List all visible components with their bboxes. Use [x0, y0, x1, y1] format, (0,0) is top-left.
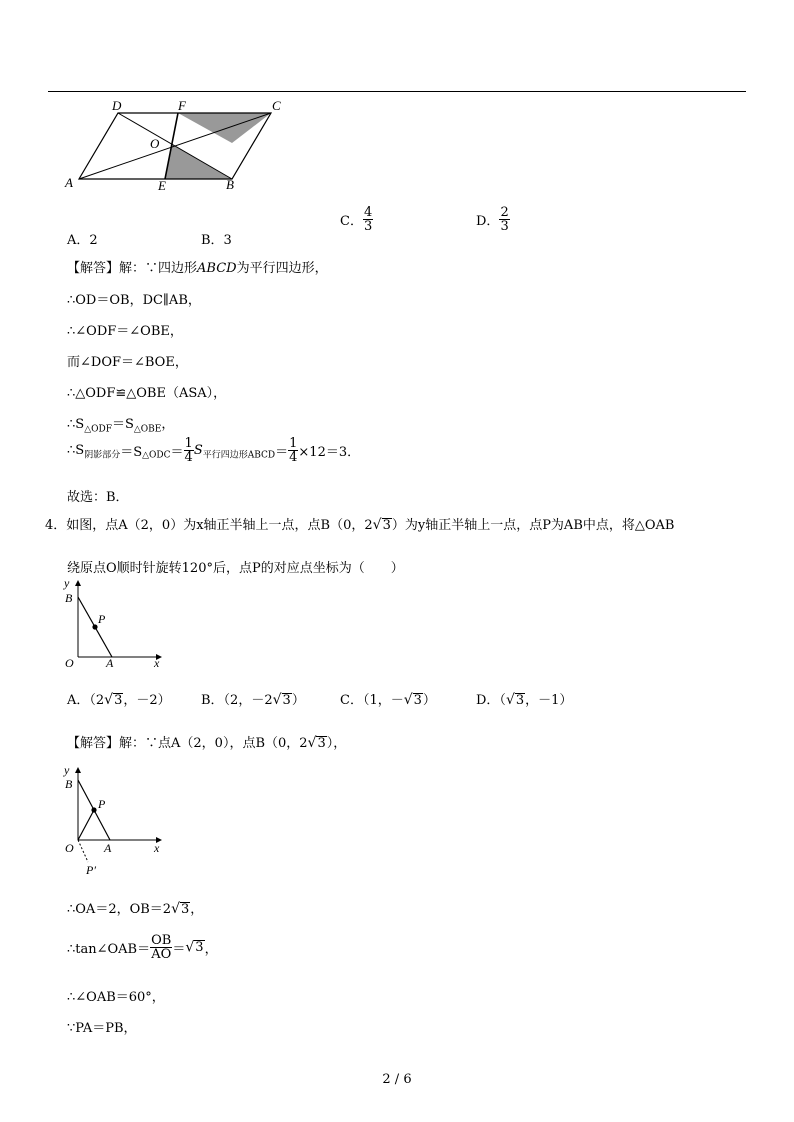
- label-F: F: [178, 98, 186, 113]
- label-y: y: [64, 576, 70, 590]
- q4-option-d: D．（√3，－1）: [476, 692, 573, 708]
- label-A: A: [106, 656, 114, 670]
- label-P: P: [98, 797, 106, 811]
- label-x: x: [154, 656, 160, 670]
- label-A: A: [104, 841, 112, 855]
- q3-option-c: C． $\frac{4}{3}$: [340, 205, 373, 234]
- label-O: O: [150, 136, 160, 151]
- q4-stem-line-1: 4．如图，点A（2，0）为x轴正半轴上一点，点B（0，2√3）为y轴正半轴上一点，点P为AB中点，将△OAB: [45, 517, 675, 533]
- q3-option-b: B．3: [201, 233, 232, 248]
- label-P: P: [98, 612, 106, 626]
- fraction: $\frac{2}{3}$: [500, 205, 509, 234]
- q3-solution-line-1: 【解答】解：∵四边形ABCD为平行四边形，: [67, 261, 328, 276]
- label-B: B: [65, 777, 73, 791]
- label-B: B: [226, 177, 234, 192]
- label-O: O: [65, 656, 74, 670]
- parallelogram-figure: [60, 96, 290, 196]
- q3-solution-line-6: $\therefore S_{\triangle ODF}=S_{\triangle OBE}$，: [67, 417, 175, 435]
- label-x: x: [154, 841, 160, 855]
- q4-option-b: B．（2，－2√3）: [201, 692, 305, 708]
- q3-solution-line-4: 而∠DOF＝∠BOE，: [67, 355, 188, 370]
- q4-option-a: A．（2√3，－2）: [67, 692, 171, 708]
- label-E: E: [158, 178, 166, 193]
- q4-solution-line-2: ∴OA＝2，OB＝2√3，: [67, 901, 204, 917]
- coordinate-figure-2: [62, 762, 172, 880]
- q3-option-d: D． $\frac{2}{3}$: [476, 205, 509, 234]
- q3-solution-line-8: 故选：B．: [67, 490, 129, 505]
- fraction: $\frac{1}{4}$: [289, 436, 298, 465]
- q4-stem-line-2: 绕原点O顺时针旋转120°后，点P的对应点坐标为（ ）: [67, 561, 404, 576]
- q4-solution-line-5: ∵PA＝PB，: [67, 1021, 137, 1036]
- label-D: D: [112, 98, 122, 113]
- label-P-prime: P′: [86, 863, 96, 877]
- q4-solution-line-3: ∴tan∠OAB＝ $\frac{OB}{AO}$ ＝√3，: [67, 933, 218, 962]
- q3-solution-line-5: ∴△ODF≌△OBE（ASA），: [67, 386, 227, 401]
- q3-solution-line-7: $\therefore S_{阴影部分}=S_{\triangle ODC}=$ $\frac{1}{4}$ $S_{平行四边形ABCD}=$ $\frac{1}{4}$ ×12＝3．: [67, 436, 361, 465]
- fraction: $\frac{4}{3}$: [363, 205, 373, 234]
- fraction: $\frac{1}{4}$: [184, 436, 193, 465]
- coordinate-figure-1: [62, 575, 172, 670]
- label-A: A: [65, 175, 73, 190]
- q3-solution-line-3: ∴∠ODF＝∠OBE，: [67, 324, 183, 339]
- label-y: y: [64, 763, 70, 777]
- label-O: O: [65, 841, 74, 855]
- q3-solution-line-2: ∴OD＝OB，DC∥AB，: [67, 293, 201, 308]
- q4-solution-line-1: 【解答】解：∵点A（2，0），点B（0，2√3），: [67, 735, 347, 751]
- q3-option-a: A．2: [67, 233, 98, 248]
- label-B: B: [65, 591, 73, 605]
- page-number: 2 / 6: [382, 1072, 412, 1087]
- fraction: $\frac{OB}{AO}$: [151, 933, 172, 962]
- header-rule: [48, 91, 746, 92]
- q4-solution-line-4: ∴∠OAB＝60°，: [67, 990, 165, 1005]
- q4-option-c: C．（1，－√3）: [340, 692, 436, 708]
- label-C: C: [272, 98, 281, 113]
